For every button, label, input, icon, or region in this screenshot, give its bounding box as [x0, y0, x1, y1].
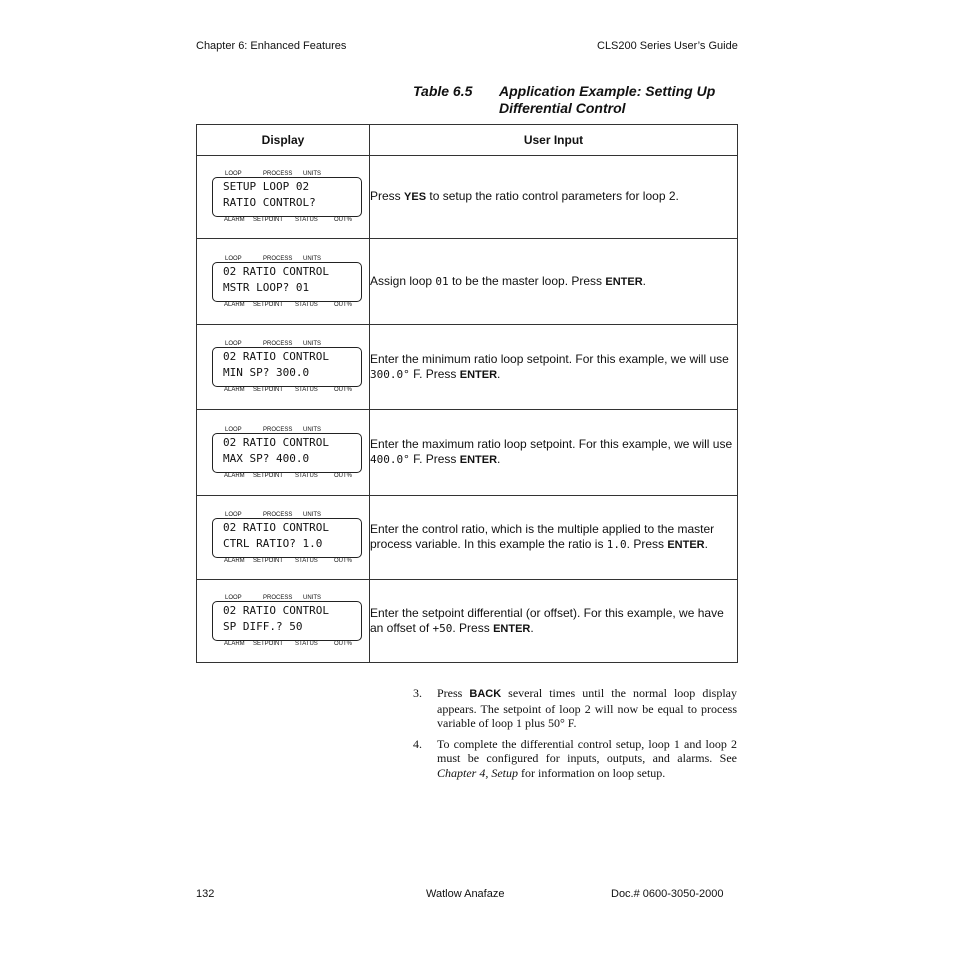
display-cell — [197, 325, 370, 410]
key-back: BACK — [469, 688, 502, 700]
instruction-text: . — [704, 537, 708, 551]
value-literal: +50 — [432, 621, 453, 635]
table-row — [197, 580, 738, 663]
lcd-label-units: UNITS — [303, 171, 321, 177]
instruction-text: . — [497, 452, 501, 466]
instruction-text: Enter the maximum ratio loop setpoint. For this example, we will use — [370, 437, 733, 451]
lcd-label-process: PROCESS — [263, 341, 293, 347]
lcd-label-out: OUT% — [334, 557, 352, 564]
lcd-line-2: CTRL RATIO? 1.0 — [223, 536, 323, 550]
lcd-label-setpoint: SETPOINT — [253, 217, 284, 223]
lcd-line-1: 02 RATIO CONTROL — [223, 520, 329, 534]
lcd-label-status: STATUS — [295, 472, 318, 479]
table-number: Table 6.5 — [413, 83, 473, 99]
lcd-line-1: 02 RATIO CONTROL — [223, 604, 329, 617]
instruction-text: to setup the ratio control parameters for loop 2. — [426, 189, 679, 203]
table-header-row — [197, 125, 738, 156]
step-number: 3. — [413, 686, 422, 700]
step-number: 4. — [413, 736, 422, 751]
running-header-chapter: Chapter 6: Enhanced Features — [196, 40, 347, 52]
lcd-label-loop: LOOP — [225, 341, 242, 347]
lcd-screen — [212, 601, 362, 641]
table-row — [197, 496, 738, 580]
lcd-label-process: PROCESS — [263, 171, 293, 177]
table-title-line1: Application Example: Setting Up — [499, 83, 716, 99]
key-name: YES — [404, 191, 427, 203]
user-input-cell — [370, 410, 738, 496]
instruction-text: Enter the setpoint differential (or offset). For this example, we have an offset of — [370, 605, 724, 635]
lcd-label-status: STATUS — [295, 557, 318, 564]
lcd-label-loop: LOOP — [225, 511, 242, 518]
column-header-display: Display — [197, 125, 370, 156]
lcd-display — [212, 171, 362, 223]
instruction-text: Enter the control ratio, which is the multiple applied to the master process variable. In this example the ratio is — [370, 522, 715, 551]
key-name: ENTER — [667, 539, 705, 551]
instruction-text: Enter the minimum ratio loop setpoint. For this example, we will use — [370, 351, 729, 366]
lcd-label-status: STATUS — [295, 217, 318, 223]
key-name: ENTER — [459, 454, 498, 466]
lcd-label-setpoint: SETPOINT — [253, 387, 284, 393]
lcd-label-alarm: ALARM — [224, 472, 245, 479]
key-name: ENTER — [459, 368, 498, 381]
display-cell — [197, 496, 370, 580]
instruction-text: Assign loop — [370, 273, 436, 288]
running-header-guide: CLS200 Series User’s Guide — [597, 40, 738, 52]
lcd-label-status: STATUS — [295, 301, 318, 308]
instruction-text: . — [530, 620, 534, 635]
lcd-label-loop: LOOP — [225, 426, 242, 433]
display-cell — [197, 239, 370, 325]
instruction-text: . — [497, 366, 501, 381]
page-number: 132 — [196, 888, 215, 900]
instruction-text: F. Press — [409, 452, 460, 466]
lcd-line-1: SETUP LOOP 02 — [223, 180, 310, 193]
step-text: Press BACK several times until the normal loop display appears. The setpoint of loop 2 will now be equal to process variable of loop 1 plus 50° F. — [437, 686, 737, 730]
lcd-label-setpoint: SETPOINT — [253, 472, 284, 479]
lcd-label-alarm: ALARM — [224, 217, 245, 223]
step-3 — [413, 686, 737, 731]
lcd-line-2: MAX SP? 400.0 — [223, 451, 310, 465]
user-input-cell — [370, 580, 738, 663]
lcd-label-units: UNITS — [303, 341, 321, 347]
value-literal: 1.0 — [606, 538, 627, 551]
lcd-label-loop: LOOP — [225, 171, 242, 177]
lcd-display — [212, 512, 362, 564]
lcd-label-units: UNITS — [303, 595, 321, 601]
lcd-screen — [212, 262, 362, 302]
lcd-display — [212, 427, 362, 479]
instruction-text: . — [642, 273, 646, 288]
table-title-line2: Differential Control — [499, 100, 626, 116]
lcd-display — [212, 595, 362, 647]
footer-doc-number: Doc.# 0600-3050-2000 — [611, 888, 724, 900]
lcd-label-process: PROCESS — [263, 426, 293, 433]
instruction-text: Press — [370, 189, 405, 203]
user-input-cell — [370, 325, 738, 410]
step-4 — [413, 737, 737, 781]
lcd-label-alarm: ALARM — [224, 301, 245, 308]
lcd-screen — [212, 177, 362, 217]
lcd-line-1: 02 RATIO CONTROL — [223, 435, 329, 449]
display-cell — [197, 410, 370, 496]
table-row — [197, 156, 738, 239]
lcd-display — [212, 256, 362, 308]
lcd-label-alarm: ALARM — [224, 641, 245, 647]
lcd-screen — [212, 347, 362, 387]
key-name: ENTER — [493, 622, 531, 635]
lcd-label-status: STATUS — [295, 387, 318, 393]
lcd-label-setpoint: SETPOINT — [253, 301, 284, 308]
lcd-label-units: UNITS — [303, 511, 321, 518]
chapter-reference: Chapter 4, Setup — [437, 765, 518, 780]
user-input-cell — [370, 496, 738, 580]
lcd-label-alarm: ALARM — [224, 557, 245, 564]
lcd-label-out: OUT% — [334, 387, 352, 393]
application-example-table — [196, 124, 738, 663]
lcd-label-out: OUT% — [334, 472, 352, 479]
lcd-label-loop: LOOP — [225, 255, 242, 262]
lcd-line-1: 02 RATIO CONTROL — [223, 264, 329, 278]
lcd-label-units: UNITS — [303, 426, 321, 433]
instruction-text: to be the master loop. Press — [448, 273, 606, 288]
table-row — [197, 410, 738, 496]
user-input-cell — [370, 156, 738, 239]
lcd-label-units: UNITS — [303, 255, 321, 262]
table-row — [197, 325, 738, 410]
display-cell — [197, 156, 370, 239]
lcd-label-process: PROCESS — [263, 255, 293, 262]
key-name: ENTER — [605, 275, 643, 288]
value-literal: 300.0° — [370, 367, 410, 381]
table-row — [197, 239, 738, 325]
lcd-line-2: MIN SP? 300.0 — [223, 366, 310, 379]
lcd-label-loop: LOOP — [225, 595, 242, 601]
table-caption — [413, 83, 715, 117]
value-literal: 01 — [435, 274, 449, 288]
lcd-label-out: OUT% — [334, 217, 352, 223]
user-input-cell — [370, 239, 738, 325]
lcd-label-setpoint: SETPOINT — [253, 557, 284, 564]
value-literal: 400.0° — [370, 453, 410, 466]
step-text: To complete the differential control setup, loop 1 and loop 2 must be configured for inputs, outputs, and alarms. See Chapter 4, Setup for information on loop setup. — [437, 736, 737, 780]
lcd-line-2: RATIO CONTROL? — [223, 196, 316, 209]
lcd-line-1: 02 RATIO CONTROL — [223, 350, 329, 363]
lcd-label-process: PROCESS — [263, 511, 293, 518]
instruction-text: . Press — [452, 620, 494, 635]
lcd-label-out: OUT% — [334, 641, 352, 647]
footer-company: Watlow Anafaze — [426, 888, 505, 900]
lcd-screen — [212, 518, 362, 558]
instruction-text: . Press — [626, 537, 668, 551]
lcd-screen — [212, 433, 362, 473]
lcd-label-status: STATUS — [295, 641, 318, 647]
display-cell — [197, 580, 370, 663]
procedure-steps — [413, 686, 737, 786]
lcd-label-setpoint: SETPOINT — [253, 641, 284, 647]
lcd-label-process: PROCESS — [263, 595, 293, 601]
column-header-user-input: User Input — [370, 125, 738, 156]
lcd-label-out: OUT% — [334, 301, 352, 308]
lcd-line-2: MSTR LOOP? 01 — [223, 280, 310, 294]
lcd-display — [212, 341, 362, 393]
lcd-label-alarm: ALARM — [224, 387, 245, 393]
instruction-text: F. Press — [409, 366, 460, 381]
lcd-line-2: SP DIFF.? 50 — [223, 620, 303, 633]
